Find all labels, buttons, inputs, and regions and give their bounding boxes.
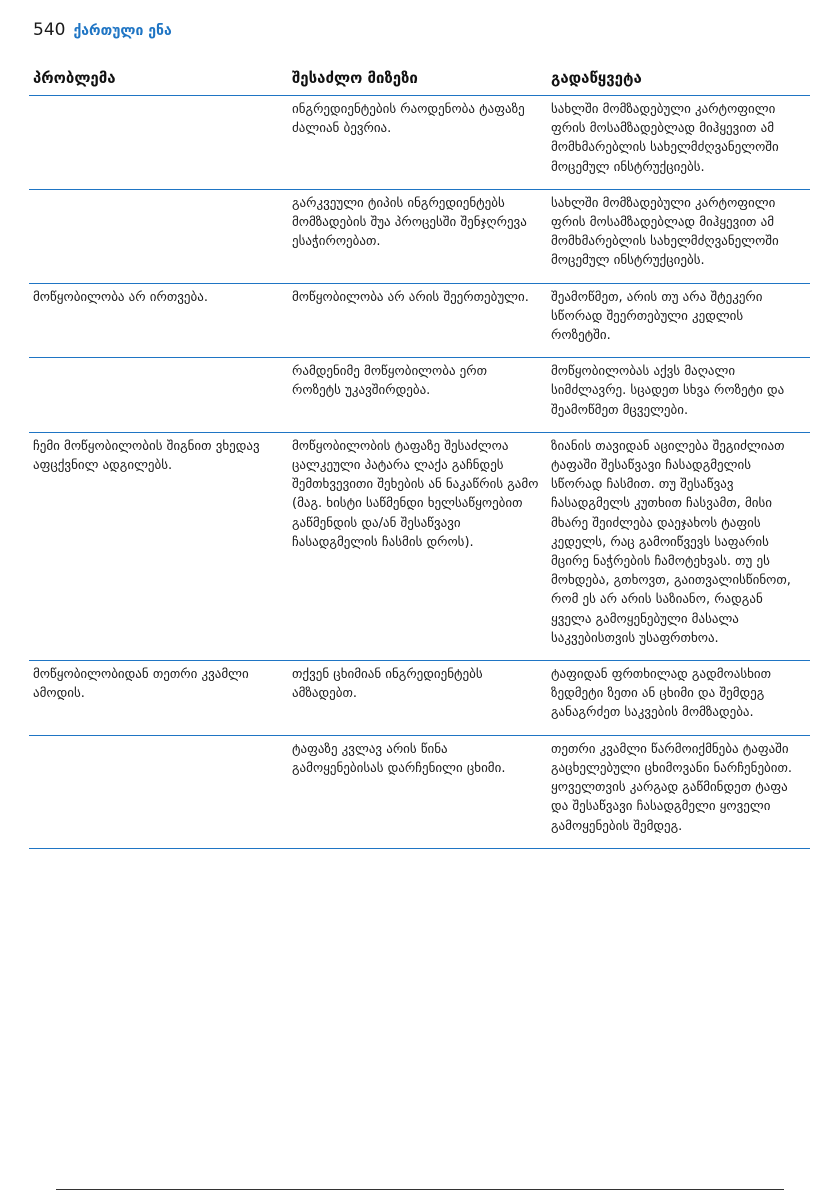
table-row: [29, 735, 810, 848]
table-row: [29, 661, 810, 736]
solution-cell: მოწყობილობას აქვს მაღალი სიმძლავრე. სცადეთ სხვა როზეტი და შეამოწმეთ მცველები.: [547, 358, 810, 433]
cause-cell: თქვენ ცხიმიან ინგრედიენტებს ამზადებთ.: [288, 661, 547, 736]
solution-cell: სახლში მომზადებული კარტოფილი ფრის მოსამზადებლად მიჰყევით ამ მომხმარებლის სახელმძღვანელოში მოცემულ ინსტრუქციებს.: [547, 189, 810, 283]
column-header-solution: გადაწყვეტა: [547, 63, 810, 96]
solution-cell: შეამოწმეთ, არის თუ არა შტეკერი სწორად შეერთებული კედლის როზეტში.: [547, 283, 810, 358]
table-row: [29, 189, 810, 283]
cause-cell: გარკვეული ტიპის ინგრედიენტებს მომზადების შუა პროცესში შენჯღრევა ესაჭიროებათ.: [288, 189, 547, 283]
cause-cell: მოწყობილობის ტაფაზე შესაძლოა ცალკეული პატარა ლაქა გაჩნდეს შემთხვევითი შეხების ან ნაკაწრის გამო (მაგ. ხისტი საწმენდი ხელსაწყოებით გაწმენდის და/ან შესაწვავი ჩასადგმელის ჩასმის დროს).: [288, 432, 547, 660]
problem-cell: [29, 358, 288, 433]
problem-cell: [29, 189, 288, 283]
table-row: [29, 96, 810, 190]
solution-cell: თეთრი კვამლი წარმოიქმნება ტაფაში გაცხელებული ცხიმოვანი ნარჩენებით. ყოველთვის კარგად გაწმინდეთ ტაფა და შესაწვავი ჩასადგმელი ყოველი გამოყენების შემდეგ.: [547, 735, 810, 848]
problem-cell: მოწყობილობიდან თეთრი კვამლი ამოდის.: [29, 661, 288, 736]
page-header: [33, 20, 172, 40]
solution-cell: სახლში მომზადებული კარტოფილი ფრის მოსამზადებლად მიჰყევით ამ მომხმარებლის სახელმძღვანელოში მოცემულ ინსტრუქციებს.: [547, 96, 810, 190]
table-row: [29, 283, 810, 358]
problem-cell: [29, 735, 288, 848]
solution-cell: ტაფიდან ფრთხილად გადმოასხით ზედმეტი ზეთი ან ცხიმი და შემდეგ განაგრძეთ საკვების მომზადება.: [547, 661, 810, 736]
table-row: [29, 358, 810, 433]
footer-divider: [56, 1189, 784, 1190]
cause-cell: რამდენიმე მოწყობილობა ერთ როზეტს უკავშირდება.: [288, 358, 547, 433]
problem-cell: [29, 96, 288, 190]
cause-cell: მოწყობილობა არ არის შეერთებული.: [288, 283, 547, 358]
page-number: 540: [33, 20, 66, 40]
column-header-problem: პრობლემა: [29, 63, 288, 96]
cause-cell: ტაფაზე კვლავ არის წინა გამოყენებისას დარჩენილი ცხიმი.: [288, 735, 547, 848]
problem-cell: ჩემი მოწყობილობის შიგნით ვხედავ აფცქვნილ ადგილებს.: [29, 432, 288, 660]
section-title: ქართული ენა: [73, 23, 172, 39]
table-header-row: [29, 63, 810, 96]
troubleshooting-table: [29, 63, 810, 849]
problem-cell: მოწყობილობა არ ირთვება.: [29, 283, 288, 358]
cause-cell: ინგრედიენტების რაოდენობა ტაფაზე ძალიან ბევრია.: [288, 96, 547, 190]
table-row: [29, 432, 810, 660]
solution-cell: ზიანის თავიდან აცილება შეგიძლიათ ტაფაში შესაწვავი ჩასადგმელის სწორად ჩასმით. თუ შესაწვავ ჩასადგმელს კუთხით ჩასვამთ, მისი მხარე შეიძლება დაეჯახოს ტაფის კედელს, რაც გამოიწვევს საფარის მცირე ნაჭრების ჩამოტეხვას. თუ ეს მოხდება, გთხოვთ, გაითვალისწინოთ, რომ ეს არ არის საზიანო, რადგან ყველა გამოყენებული მასალა საკვებისთვის უსაფრთხოა.: [547, 432, 810, 660]
column-header-cause: შესაძლო მიზეზი: [288, 63, 547, 96]
